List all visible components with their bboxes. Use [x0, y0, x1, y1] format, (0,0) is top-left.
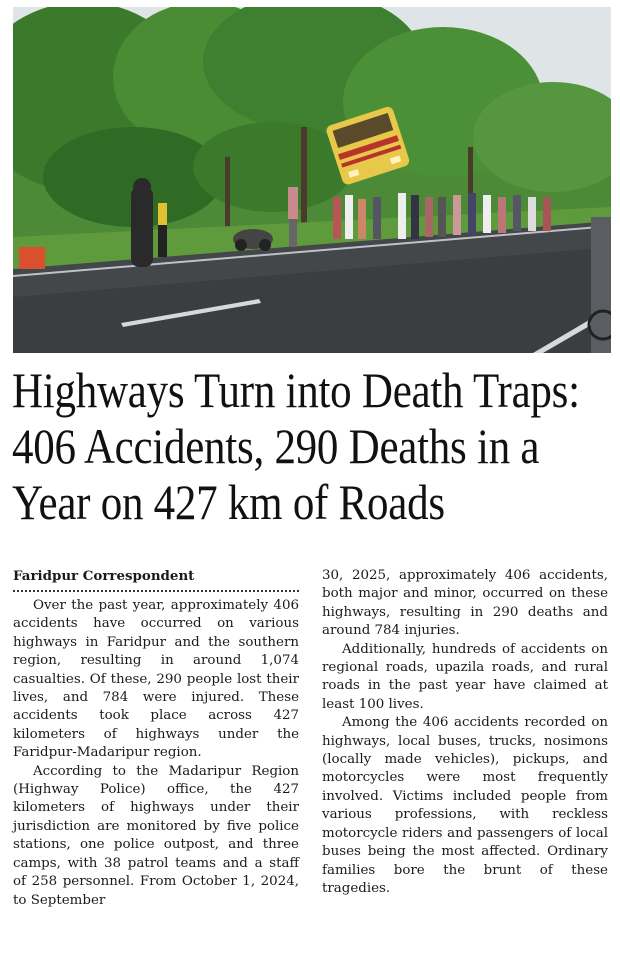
paragraph: Among the 406 accidents recorded on highways, local buses, trucks, nosimons (locally made vehicles), pickups, and motorcycles were most frequently involved. Victims included people from various professions, with reckless motorcycle riders and passengers of local buses being the most affected. Ordinary families bore the brunt of these tragedies. — [322, 715, 608, 896]
paragraph: 30, 2025, approximately 406 accidents, both major and minor, occurred on these highways, resulting in 290 deaths and around 784 injuries. — [322, 568, 608, 639]
accident-scene-image — [13, 7, 611, 353]
byline: Faridpur Correspondent — [13, 567, 299, 592]
paragraph: Additionally, hundreds of accidents on regional roads, upazila roads, and rural roads in the past year have claimed at least 100 lives. — [322, 641, 608, 712]
paragraph: According to the Madaripur Region (Highway Police) office, the 427 kilometers of highways under their jurisdiction are monitored by five police stations, one police outpost, and three camps, with 38 patrol teams and a staff of 258 personnel. From October 1, 2024, to September — [13, 763, 299, 908]
paragraph: Over the past year, approximately 406 accidents have occurred on various highways in Faridpur and the southern region, resulting in around 1,074 casualties. Of these, 290 people lost their lives, and 784 were injured. These accidents took place across 427 kilometers of highways under the Faridpur-Madaripur region. — [13, 598, 299, 761]
article-column-left — [13, 567, 299, 910]
article-column-right — [322, 567, 608, 898]
headline: Highways Turn into Death Traps: 406 Accidents, 290 Deaths in a Year on 427 km of Roads — [12, 362, 580, 530]
article-photo — [13, 7, 611, 353]
